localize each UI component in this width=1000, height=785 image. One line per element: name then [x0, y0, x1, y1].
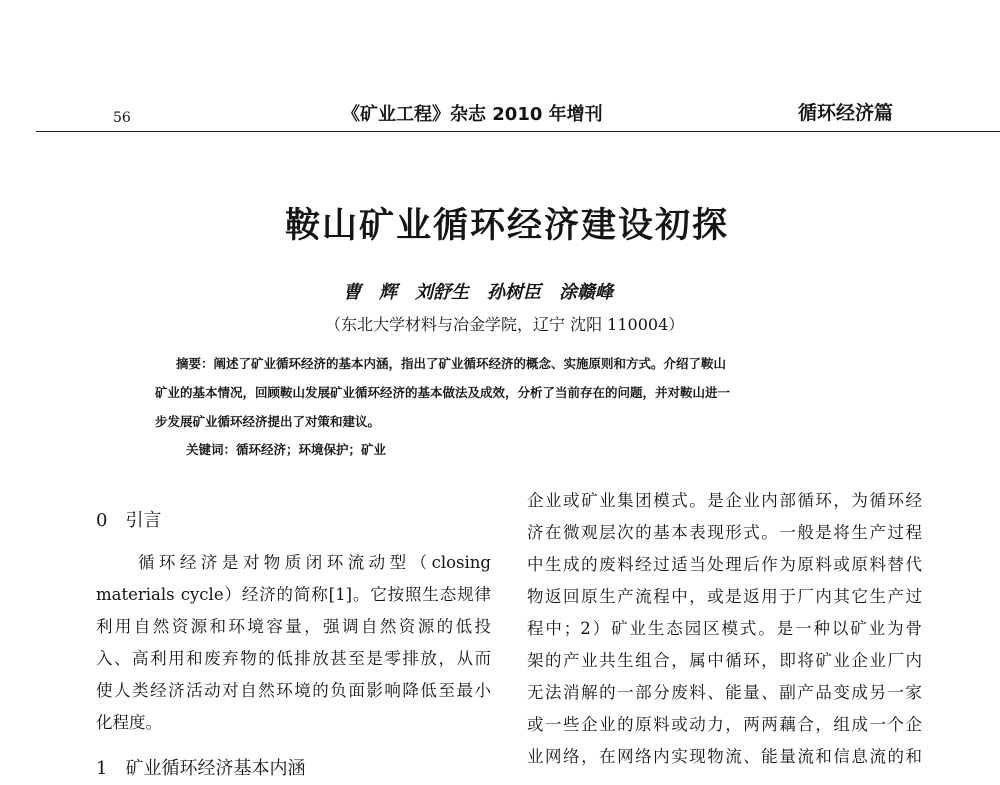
abstract-line: 步发展矿业循环经济提出了对策和建议。	[155, 414, 381, 429]
body-line: 架的产业共生组合，属中循环，即将矿业企业厂内	[527, 651, 922, 670]
body-line: 利用自然资源和环境容量，强调自然资源的低投	[96, 617, 491, 636]
body-line: 使人类经济活动对自然环境的负面影响降低至最小	[96, 681, 491, 700]
left-column	[96, 505, 491, 785]
body-line: 化程度。	[96, 713, 162, 732]
body-line: 程中；2）矿业生态园区模式。是一种以矿业为骨	[527, 619, 922, 638]
abstract-line: 摘要：阐述了矿业循环经济的基本内涵，指出了矿业循环经济的概念、实施原则和方式。介绍了鞍山	[176, 356, 727, 371]
body-line: 物返回原生产流程中，或是返用于厂内其它生产过	[527, 587, 922, 606]
body-line: 入、高利用和废弃物的低排放甚至是零排放，从而	[96, 649, 491, 668]
page-number: 56	[113, 110, 131, 126]
header-rule	[36, 131, 1000, 132]
body-line: 无法消解的一部分废料、能量、副产品变成另一家	[527, 683, 922, 702]
abstract-line: 矿业的基本情况，回顾鞍山发展矿业循环经济的基本做法及成效，分析了当前存在的问题，并对鞍山进一	[155, 385, 731, 400]
body-line: 业网络，在网络内实现物流、能量流和信息流的和	[527, 747, 922, 766]
section-label: 循环经济篇	[798, 102, 894, 124]
body-line: 中生成的废料经过适当处理后作为原料或原料替代	[527, 555, 922, 574]
affiliation: （东北大学材料与冶金学院，辽宁 沈阳 110004）	[325, 315, 685, 334]
right-column	[527, 485, 922, 773]
paper-title: 鞍山矿业循环经济建设初探	[285, 205, 730, 246]
body-line: 或一些企业的原料或动力，两两藕合，组成一个企	[527, 715, 922, 734]
section-heading: 0 引言	[96, 510, 162, 531]
body-line: 企业或矿业集团模式。是企业内部循环，为循环经	[527, 491, 922, 510]
authors: 曹 辉 刘舒生 孙树臣 涂赣峰	[343, 282, 613, 303]
keywords: 关键词：循环经济；环境保护；矿业	[186, 442, 387, 457]
journal-header: 《矿业工程》杂志 2010 年增刊	[342, 104, 603, 125]
body-line: 循环经济是对物质闭环流动型（closing	[96, 553, 491, 572]
section-heading: 1 矿业循环经济基本内涵	[96, 758, 306, 779]
body-line: 济在微观层次的基本表现形式。一般是将生产过程	[527, 523, 922, 542]
body-line: materials cycle）经济的简称[1]。它按照生态规律	[96, 585, 491, 604]
